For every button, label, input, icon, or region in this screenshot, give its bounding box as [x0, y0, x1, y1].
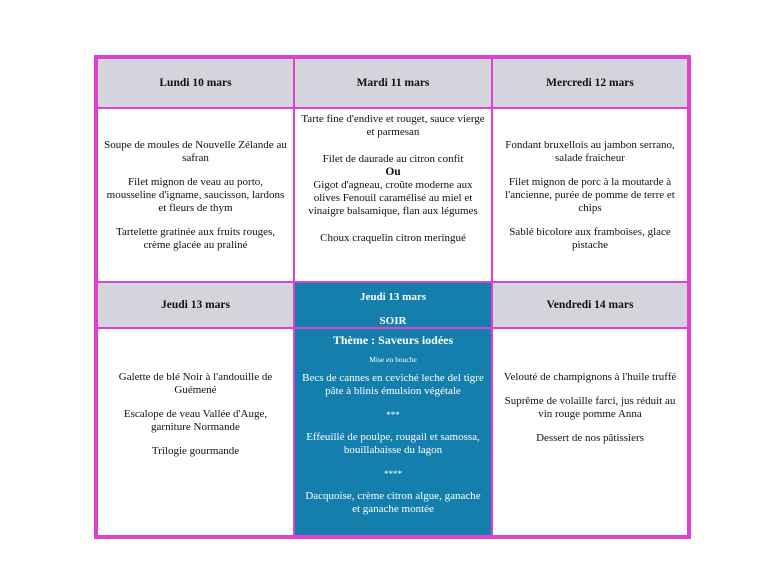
dish: Velouté de champignons à l'huile truffé [503, 371, 677, 383]
theme-title: Thème : Saveurs iodées [332, 333, 454, 347]
header-jeudi-soir [293, 281, 493, 329]
menu-vendredi [491, 327, 689, 537]
header-mardi: Mardi 11 mars [293, 57, 493, 109]
dish: Trilogie gourmande [151, 445, 240, 457]
dish: Effeuillé de poulpe, rougail et samossa, bouillabaisse du lagon [306, 431, 480, 456]
header-jeudi: Jeudi 13 mars [96, 281, 295, 329]
dish: Gigot d'agneau, croûte moderne aux olives Fenouil caramélisé au miel et vinaigre balsamique, flan aux légumes [308, 179, 478, 217]
header-lundi: Lundi 10 mars [96, 57, 295, 109]
dish: Suprême de volaille farci, jus réduit au vin rouge pomme Anna [504, 395, 676, 420]
dish: Soupe de moules de Nouvelle Zélande au safran [104, 138, 287, 164]
dish: Dessert de nos pâtissiers [536, 432, 644, 444]
dish: Choux craquelin citron meringué [320, 232, 466, 244]
dish: Filet de daurade au citron confit [322, 153, 464, 165]
menu-jeudi-soir [293, 327, 493, 537]
jeudi-soir-subtitle: SOIR [379, 315, 407, 327]
menu-mercredi [491, 107, 689, 283]
header-mercredi: Mercredi 12 mars [491, 57, 689, 109]
separator: **** [384, 469, 402, 479]
dish: Fondant bruxellois au jambon serrano, salade fraicheur [505, 138, 675, 164]
dish: Galette de blé Noir à l'andouille de Guémené [118, 371, 273, 396]
menu-lundi [96, 107, 295, 283]
or-label: Ou [385, 166, 401, 178]
header-vendredi: Vendredi 14 mars [491, 281, 689, 329]
dish: Tarte fine d'endive et rouget, sauce vierge et parmesan [301, 113, 485, 138]
dish: Tartelette gratinée aux fruits rouges, crème glacée au praliné [116, 225, 275, 251]
separator: *** [386, 410, 400, 420]
dish: Filet mignon de porc à la moutarde à l'ancienne, purée de pomme de terre et chips [505, 175, 675, 214]
menu-mardi [293, 107, 493, 283]
jeudi-soir-title: Jeudi 13 mars [360, 291, 426, 303]
menu-jeudi [96, 327, 295, 537]
dish: Dacquoise, crème citron algue, ganache et ganache montée [305, 490, 481, 515]
dish: Escalope de veau Vallée d'Auge, garniture Normande [123, 408, 268, 433]
weekly-menu-table [94, 55, 691, 539]
dish: Becs de cannes en ceviché leche del tigre pâte à blinis émulsion végétale [302, 372, 484, 397]
dish: Filet mignon de veau au porto, mousseline d'igname, saucisson, lardons et fleurs de thym [106, 175, 285, 214]
amuse-bouche-label: Mise en bouche [369, 355, 417, 364]
dish: Sablé bicolore aux framboises, glace pistache [509, 225, 671, 251]
